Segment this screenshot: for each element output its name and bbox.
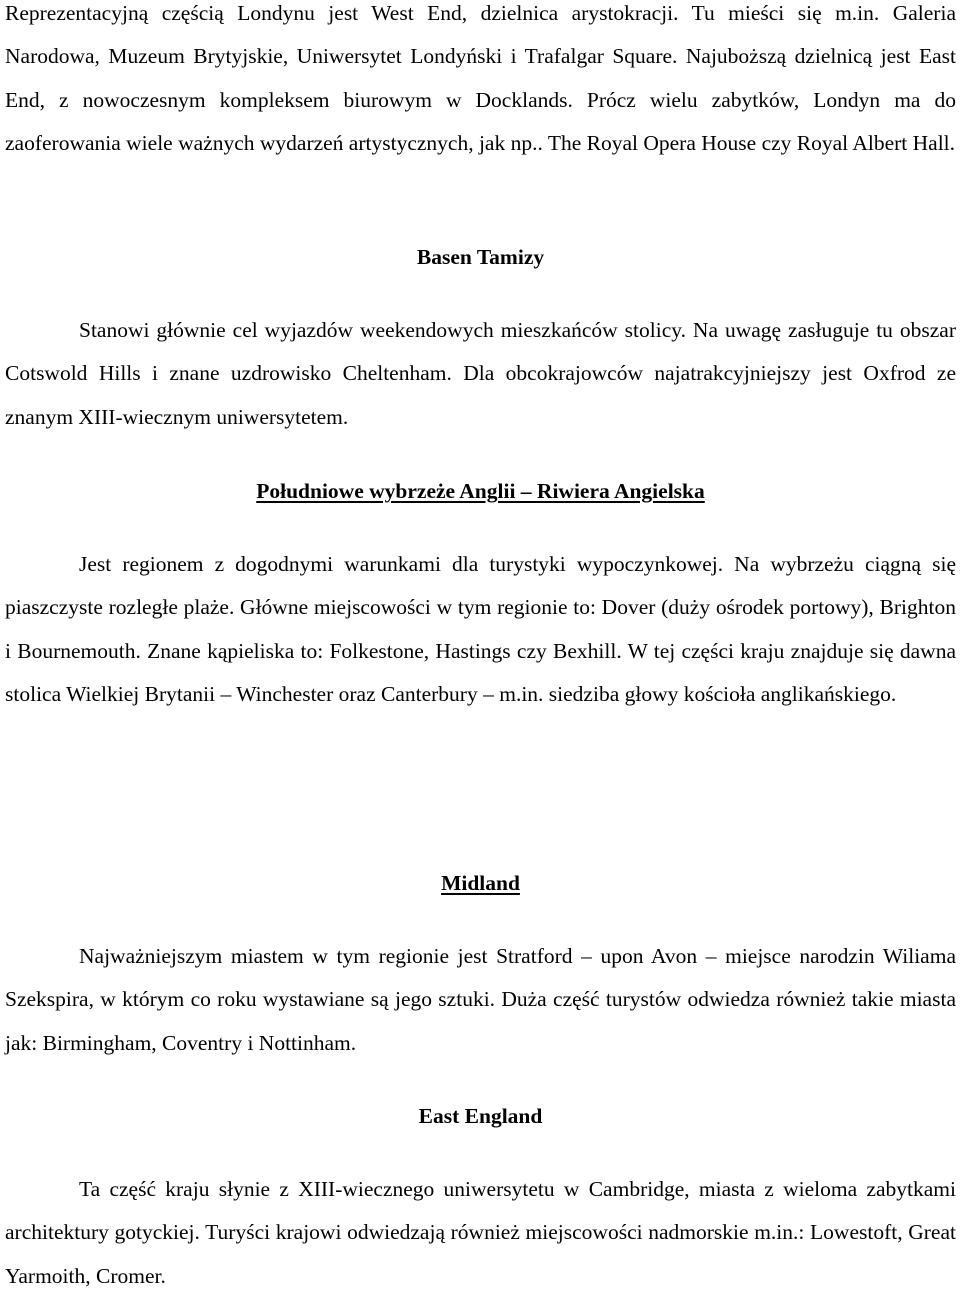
heading-east-england: East England <box>418 1104 543 1128</box>
paragraph-poludniowe-wybrzeze: Jest regionem z dogodnymi warunkami dla turystyki wypoczynkowej. Na wybrzeżu ciągną się piaszczyste rozległe plaże. Główne miejscowości w tym regionie to: Dover (duży ośrodek portowy), Brighton i Bournemouth. Znane kąpieliska to: Folkestone, Hastings czy Bexhill. W tej części kraju znajduje się dawna stolica Wielkiej Brytanii – Winchester oraz Canterbury – m.in. siedziba głowy kościoła anglikańskiego. <box>5 552 956 706</box>
heading-basen-tamizy: Basen Tamizy <box>416 245 545 269</box>
paragraph-london: Reprezentacyjną częścią Londynu jest West End, dzielnica arystokracji. Tu mieści się m.in. Galeria Narodowa, Muzeum Brytyjskie, Uniwersytet Londyński i Trafalgar Square. Najuboższą dzielnicą jest East End, z nowoczesnym kompleksem biurowym w Docklands. Prócz wielu zabytków, Londyn ma do zaoferowania wiele ważnych wydarzeń artystycznych, jak np.. The Royal Opera House czy Royal Albert Hall. <box>5 1 956 155</box>
heading-midland: Midland <box>441 871 520 895</box>
paragraph-basen-tamizy: Stanowi głównie cel wyjazdów weekendowych mieszkańców stolicy. Na uwagę zasługuje tu obszar Cotswold Hills i znane uzdrowisko Cheltenham. Dla obcokrajowców najatrakcyjniejszy jest Oxfrod ze znanym XIII-wiecznym uniwersytetem. <box>5 318 956 429</box>
paragraph-east-england: Ta część kraju słynie z XIII-wiecznego uniwersytetu w Cambridge, miasta z wieloma zabytkami architektury gotyckiej. Turyści krajowi odwiedzają również miejscowości nadmorskie m.in.: Lowestoft, Great Yarmoith, Cromer. <box>5 1177 956 1288</box>
paragraph-midland: Najważniejszym miastem w tym regionie jest Stratford – upon Avon – miejsce narodzin Wiliama Szekspira, w którym co roku wystawiane są jego sztuki. Duża część turystów odwiedza również takie miasta jak: Birmingham, Coventry i Nottinham. <box>5 944 956 1055</box>
heading-poludniowe-wybrzeze: Południowe wybrzeże Anglii – Riwiera Angielska <box>256 479 705 503</box>
